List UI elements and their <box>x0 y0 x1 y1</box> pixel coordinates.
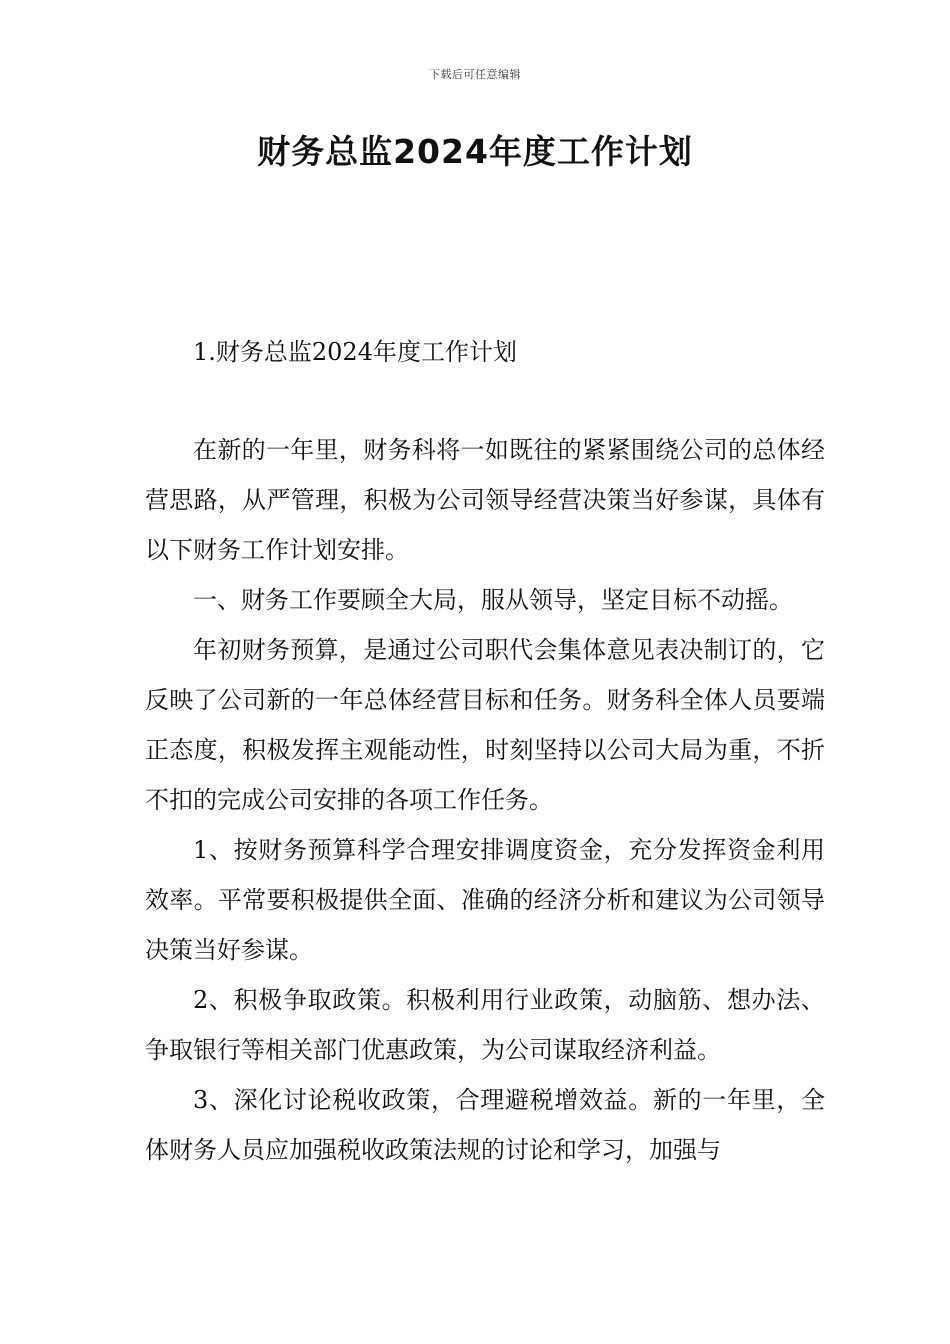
page-title: 财务总监2024年度工作计划 <box>257 132 693 171</box>
section-heading: 1.财务总监2024年度工作计划 <box>193 338 517 366</box>
paragraph: 2、积极争取政策。积极利用行业政策，动脑筋、想办法、争取银行等相关部门优惠政策，为公司谋取经济利益。 <box>145 986 825 1064</box>
paragraph: 一、财务工作要顾全大局，服从领导，坚定目标不动摇。 <box>193 586 793 614</box>
document-body <box>145 327 825 1175</box>
header-note: 下载后可任意编辑 <box>429 68 521 81</box>
paragraph: 在新的一年里，财务科将一如既往的紧紧围绕公司的总体经营思路，从严管理，积极为公司领导经营决策当好参谋，具体有以下财务工作计划安排。 <box>145 436 825 564</box>
paragraph: 3、深化讨论税收政策，合理避税增效益。新的一年里，全体财务人员应加强税收政策法规的讨论和学习，加强与 <box>145 1086 825 1164</box>
paragraph: 年初财务预算，是通过公司职代会集体意见表决制订的，它反映了公司新的一年总体经营目标和任务。财务科全体人员要端正态度，积极发挥主观能动性，时刻坚持以公司大局为重，不折不扣的完成公司安排的各项工作任务。 <box>145 636 825 814</box>
paragraph: 1、按财务预算科学合理安排调度资金，充分发挥资金利用效率。平常要积极提供全面、准确的经济分析和建议为公司领导决策当好参谋。 <box>145 836 825 964</box>
